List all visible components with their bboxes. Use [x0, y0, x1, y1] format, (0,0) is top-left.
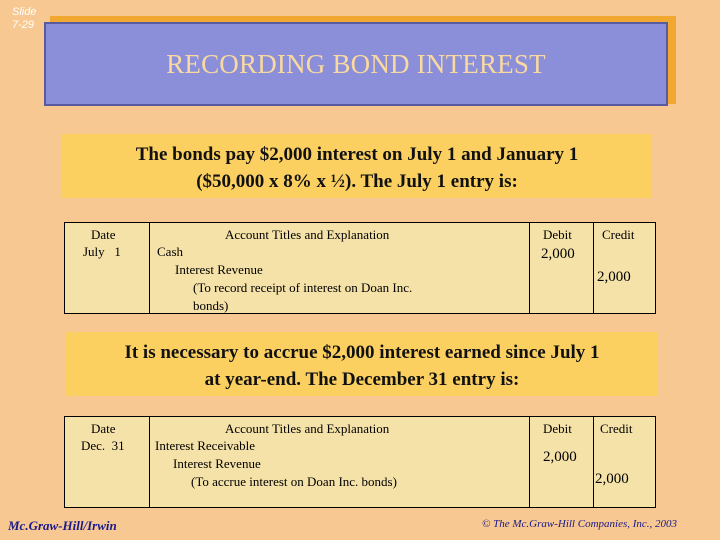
debit-account: Cash [157, 244, 183, 259]
callout-2-line-1: It is necessary to accrue $2,000 interest earned since July 1 [124, 342, 600, 363]
header-date: Date [91, 421, 116, 436]
callout-1-line-2: ($50,000 x 8% x ½). The July 1 entry is: [196, 171, 518, 192]
header-credit: Credit [602, 227, 635, 242]
explanation: (To accrue interest on Doan Inc. bonds) [191, 474, 397, 489]
header-debit: Debit [543, 227, 572, 242]
account-column-divider [529, 223, 530, 313]
debit-amount: 2,000 [541, 246, 575, 262]
entry-date: Dec. 31 [81, 438, 125, 453]
title-box [44, 22, 668, 106]
footer-copyright: © The Mc.Graw-Hill Companies, Inc., 2003 [482, 518, 678, 530]
interest-payment-callout [62, 134, 652, 198]
credit-account: Interest Revenue [173, 456, 261, 471]
credit-amount: 2,000 [595, 471, 629, 487]
callout-1-line-1: The bonds pay $2,000 interest on July 1 and January 1 [135, 144, 579, 165]
date-column-divider [149, 223, 150, 313]
account-column-divider [529, 417, 530, 507]
july-journal-entry [64, 222, 656, 314]
header-account-titles: Account Titles and Explanation [225, 227, 390, 242]
credit-account: Interest Revenue [175, 262, 263, 277]
debit-amount: 2,000 [543, 449, 577, 465]
date-column-divider [149, 417, 150, 507]
explanation-line-2: bonds) [193, 298, 229, 313]
debit-column-divider [593, 223, 594, 313]
callout-2-line-2: at year-end. The December 31 entry is: [204, 369, 520, 390]
credit-amount: 2,000 [597, 269, 631, 285]
slide-title: RECORDING BOND INTEREST [166, 48, 546, 79]
slide-number [12, 6, 36, 32]
header-date: Date [91, 227, 116, 242]
header-account-titles: Account Titles and Explanation [225, 421, 390, 436]
entry-date: July 1 [83, 244, 121, 259]
debit-column-divider [593, 417, 594, 507]
december-journal-entry [64, 416, 656, 508]
debit-account: Interest Receivable [155, 438, 255, 453]
explanation-line-1: (To record receipt of interest on Doan Inc. [193, 280, 413, 295]
slide-number-label: Slide 7-29 [12, 6, 37, 31]
header-credit: Credit [600, 421, 633, 436]
accrual-callout [66, 332, 658, 396]
header-debit: Debit [543, 421, 572, 436]
footer-publisher: Mc.Graw-Hill/Irwin [8, 518, 117, 533]
